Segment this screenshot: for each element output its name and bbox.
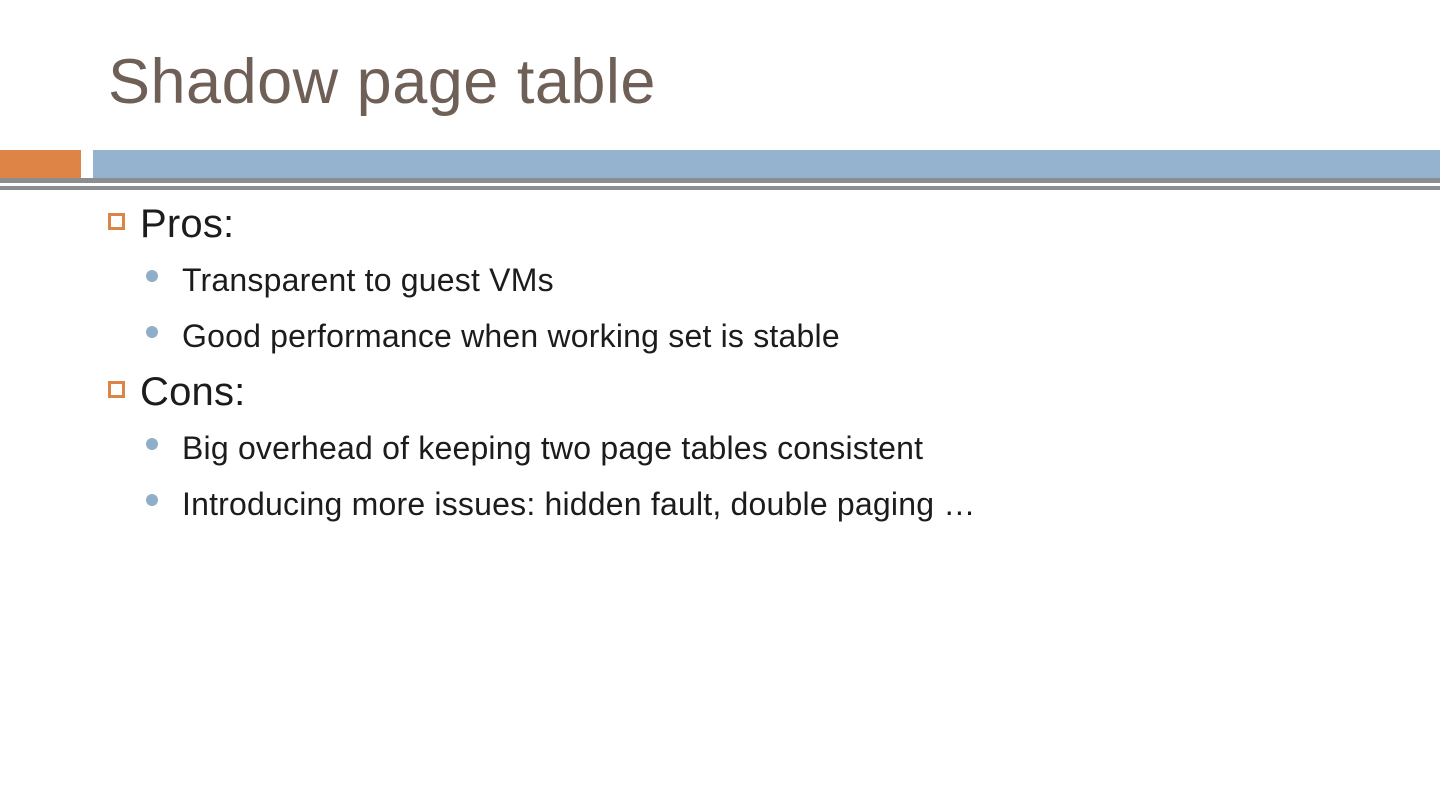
slide-body [108, 196, 1368, 532]
bullet-text: Transparent to guest VMs [182, 261, 554, 298]
bullet-text: Good performance when working set is stable [182, 317, 840, 354]
title-divider-bar [0, 150, 1440, 178]
dot-bullet-icon [146, 326, 158, 338]
bullet-item [146, 476, 1368, 532]
dot-bullet-icon [146, 438, 158, 450]
banner-blue-bar [93, 150, 1440, 178]
slide-title: Shadow page table [108, 47, 656, 117]
square-bullet-icon [108, 213, 125, 230]
bullet-text: Introducing more issues: hidden fault, double paging … [182, 485, 976, 522]
divider-rule-top [0, 178, 1440, 183]
bullet-item [146, 252, 1368, 308]
accent-orange-block [0, 150, 81, 178]
square-bullet-icon [108, 381, 125, 398]
bullet-text: Pros: [140, 201, 235, 246]
dot-bullet-icon [146, 494, 158, 506]
dot-bullet-icon [146, 270, 158, 282]
bullet-list [108, 196, 1368, 532]
bullet-text: Cons: [140, 369, 246, 414]
bullet-item [108, 196, 1368, 252]
divider-rule-bottom [0, 186, 1440, 190]
bullet-item [146, 420, 1368, 476]
bullet-item [146, 308, 1368, 364]
bullet-text: Big overhead of keeping two page tables consistent [182, 429, 924, 466]
bullet-item [108, 364, 1368, 420]
